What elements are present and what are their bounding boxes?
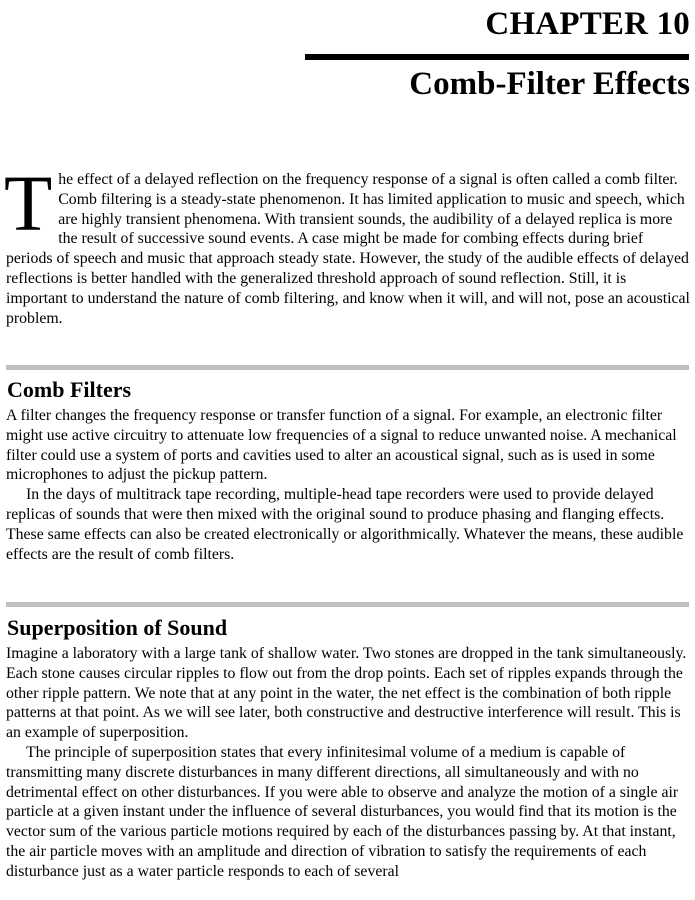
- chapter-title: Comb-Filter Effects: [409, 66, 690, 102]
- paragraph: The principle of superposition states that every infinitesimal volume of a medium is capable of transmitting many discrete disturbances in many different directions, all simultaneously and with no detrimental effect on other disturbances. If you were able to observe and analyze the motion of a single air particle at a given instant under the influence of several disturbances, you would find that its motion is the vector sum of the various particle motions required by each of the disturbances passing by. At that instant, the air particle moves with an amplitude and direction of vibration to satisfy the requirements of each disturbance just as a water particle responds to each of several: [6, 743, 679, 880]
- intro-text: he effect of a delayed reflection on the frequency response of a signal is often called a comb filter. Comb filtering is a steady-state phenomenon. It has limited application to music and speech, which are highly transient phenomena. With transient sounds, the audibility of a delayed replica is more the result of successive sound events. A case might be made for combing effects during brief periods of speech and music that approach steady state. However, the study of the audible effects of delayed reflections is better handled with the generalized threshold approach of sound reflection. Still, it is important to understand the nature of comb filtering, and know when it will, and will not, pose an acoustical problem.: [6, 171, 690, 327]
- section-heading-superposition: Superposition of Sound: [7, 615, 228, 640]
- chapter-rule: [305, 54, 689, 60]
- section-rule: [6, 602, 689, 607]
- intro-paragraph: [4, 161, 690, 328]
- paragraph: Imagine a laboratory with a large tank of shallow water. Two stones are dropped in the tank simultaneously. Each stone causes circular ripples to flow out from the drop points. Each set of ripples expands through the other ripple pattern. We note that at any point in the water, the net effect is the combination of both ripple patterns at that point. As we will see later, both constructive and destructive interference will result. This is an example of superposition.: [6, 645, 687, 742]
- drop-cap: T: [4, 161, 53, 248]
- section-body-comb-filters: [6, 406, 690, 564]
- paragraph: In the days of multitrack tape recording, multiple-head tape recorders were used to provide delayed replicas of sounds that were then mixed with the original sound to produce phasing and flanging effects. These same effects can also be created electronically or algorithmically. Whatever the means, these audible effects are the result of comb filters.: [6, 486, 684, 563]
- section-heading-comb-filters: Comb Filters: [7, 377, 132, 402]
- paragraph: A filter changes the frequency response or transfer function of a signal. For example, an electronic filter might use active circuitry to attenuate low frequencies of a signal to reduce unwanted noise. A mechanical filter could use a system of ports and cavities used to alter an acoustical signal, such as is used in some microphones to adjust the pickup pattern.: [6, 407, 677, 484]
- section-rule: [6, 365, 689, 370]
- section-body-superposition: [6, 644, 690, 882]
- chapter-number: CHAPTER 10: [485, 6, 690, 42]
